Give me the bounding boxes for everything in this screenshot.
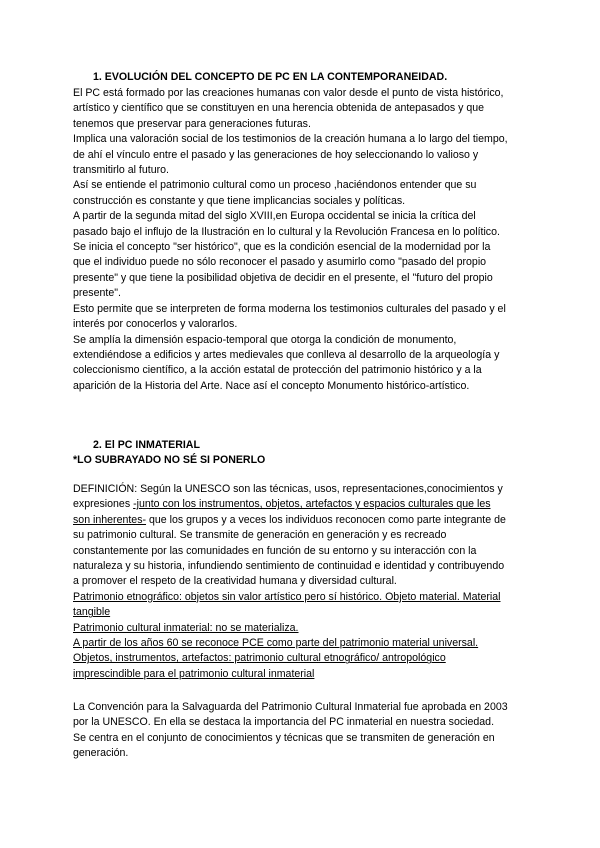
body-line: aparición de la Historia del Arte. Nace así el concepto Monumento histórico-artístico. bbox=[73, 379, 470, 392]
closing-paragraph bbox=[73, 700, 531, 762]
body-line: construcción es constante y que tiene implicancias sociales y políticas. bbox=[73, 194, 406, 207]
definition-line bbox=[73, 513, 531, 528]
definition-block bbox=[73, 482, 531, 682]
body-line: interés por conocerlos y valorarlos. bbox=[73, 318, 238, 331]
closing-line: Se centra en el conjunto de conocimientos y técnicas que se transmiten de generación en bbox=[73, 731, 495, 744]
body-line: coleccionismo científico, a la acción estatal de protección del patrimonio histórico y a la bbox=[73, 364, 482, 377]
section1-heading: 1. EVOLUCIÓN DEL CONCEPTO DE PC EN LA CONTEMPORANEIDAD. bbox=[93, 71, 448, 83]
section2-note: *LO SUBRAYADO NO SÉ SI PONERLO bbox=[73, 454, 266, 466]
body-line: tenemos que preservar para generaciones futuras. bbox=[73, 117, 311, 130]
definition-underlined: son inherentes- bbox=[73, 513, 147, 526]
definition-line: su patrimonio cultural. Se transmite de generación en generación y es recreado bbox=[73, 529, 447, 542]
body-line: pasado bajo el influjo de la Ilustración en lo cultural y la Revolución Francesa en lo político. bbox=[73, 225, 500, 238]
underlined-line: Objetos, instrumentos, artefactos: patrimonio cultural etnográfico/ antropológico bbox=[73, 652, 446, 665]
underlined-line: tangible bbox=[73, 606, 111, 619]
closing-line: La Convención para la Salvaguarda del Patrimonio Cultural Inmaterial fue aprobada en 2003 bbox=[73, 701, 508, 713]
definition-underlined: -junto con los instrumentos, objetos, artefactos y espacios culturales que les bbox=[133, 498, 491, 511]
body-line: El PC está formado por las creaciones humanas con valor desde el punto de vista histórico, bbox=[73, 87, 504, 99]
section1-body bbox=[73, 86, 531, 394]
definition-line: constantemente por las comunidades en función de su entorno y su interacción con la bbox=[73, 544, 477, 557]
body-line: Se inicia el concepto "ser histórico", que es la condición esencial de la modernidad por la bbox=[73, 241, 491, 254]
body-line: Se amplía la dimensión espacio-temporal que otorga la condición de monumento, bbox=[73, 333, 457, 346]
underlined-line: Patrimonio etnográfico: objetos sin valor artístico pero sí histórico. Objeto material. Material bbox=[73, 590, 501, 603]
definition-text: que los grupos y a veces los individuos reconocen como parte integrante de bbox=[146, 513, 506, 526]
definition-line: a promover el respeto de la creatividad humana y diversidad cultural. bbox=[73, 575, 397, 588]
definition-label: DEFINICIÓN: bbox=[73, 483, 138, 495]
underlined-line: imprescindible para el patrimonio cultural inmaterial bbox=[73, 667, 315, 680]
definition-line: naturaleza y su historia, infundiendo sentimiento de continuidad e identidad y contribuyendo bbox=[73, 560, 505, 573]
body-line: A partir de la segunda mitad del siglo XVIII,en Europa occidental se inicia la crítica del bbox=[73, 210, 476, 223]
body-line: presente" y que tiene la posibilidad objetiva de decidir en el presente, el "futuro del propio bbox=[73, 271, 493, 284]
body-line: Esto permite que se interpreten de forma moderna los testimonios culturales del pasado y el bbox=[73, 302, 506, 315]
underlined-line: Patrimonio cultural inmaterial: no se materializa. bbox=[73, 621, 299, 634]
body-line: que el individuo puede no sólo reconocer el pasado y asumirlo como "pasado del propio bbox=[73, 256, 487, 269]
definition-text: expresiones bbox=[73, 498, 134, 511]
body-line: presente". bbox=[73, 287, 121, 300]
body-line: extendiéndose a edificios y artes medievales que conlleva al desarrollo de la arqueología y bbox=[73, 348, 500, 361]
definition-line bbox=[73, 482, 531, 497]
closing-line: generación. bbox=[73, 747, 129, 760]
body-line: artístico y científico que se constituyen en una herencia obtenida de antepasados y que bbox=[73, 102, 485, 115]
body-line: Implica una valoración social de los testimonios de la creación humana a lo largo del tiempo, bbox=[73, 133, 508, 146]
body-line: transmitirlo al futuro. bbox=[73, 164, 169, 177]
body-line: de ahí el vínculo entre el pasado y las generaciones de hoy seleccionando lo valioso y bbox=[73, 148, 479, 161]
definition-line bbox=[73, 497, 531, 512]
definition-text: Según la UNESCO son las técnicas, usos, representaciones,conocimientos y bbox=[137, 483, 503, 495]
closing-line: por la UNESCO. En ella se destaca la importancia del PC inmaterial en nuestra sociedad. bbox=[73, 716, 495, 729]
section2-heading: 2. El PC INMATERIAL bbox=[93, 439, 200, 451]
underlined-line: A partir de los años 60 se reconoce PCE como parte del patrimonio material universal. bbox=[73, 637, 479, 650]
body-line: Así se entiende el patrimonio cultural como un proceso ,haciéndonos entender que su bbox=[73, 179, 477, 192]
